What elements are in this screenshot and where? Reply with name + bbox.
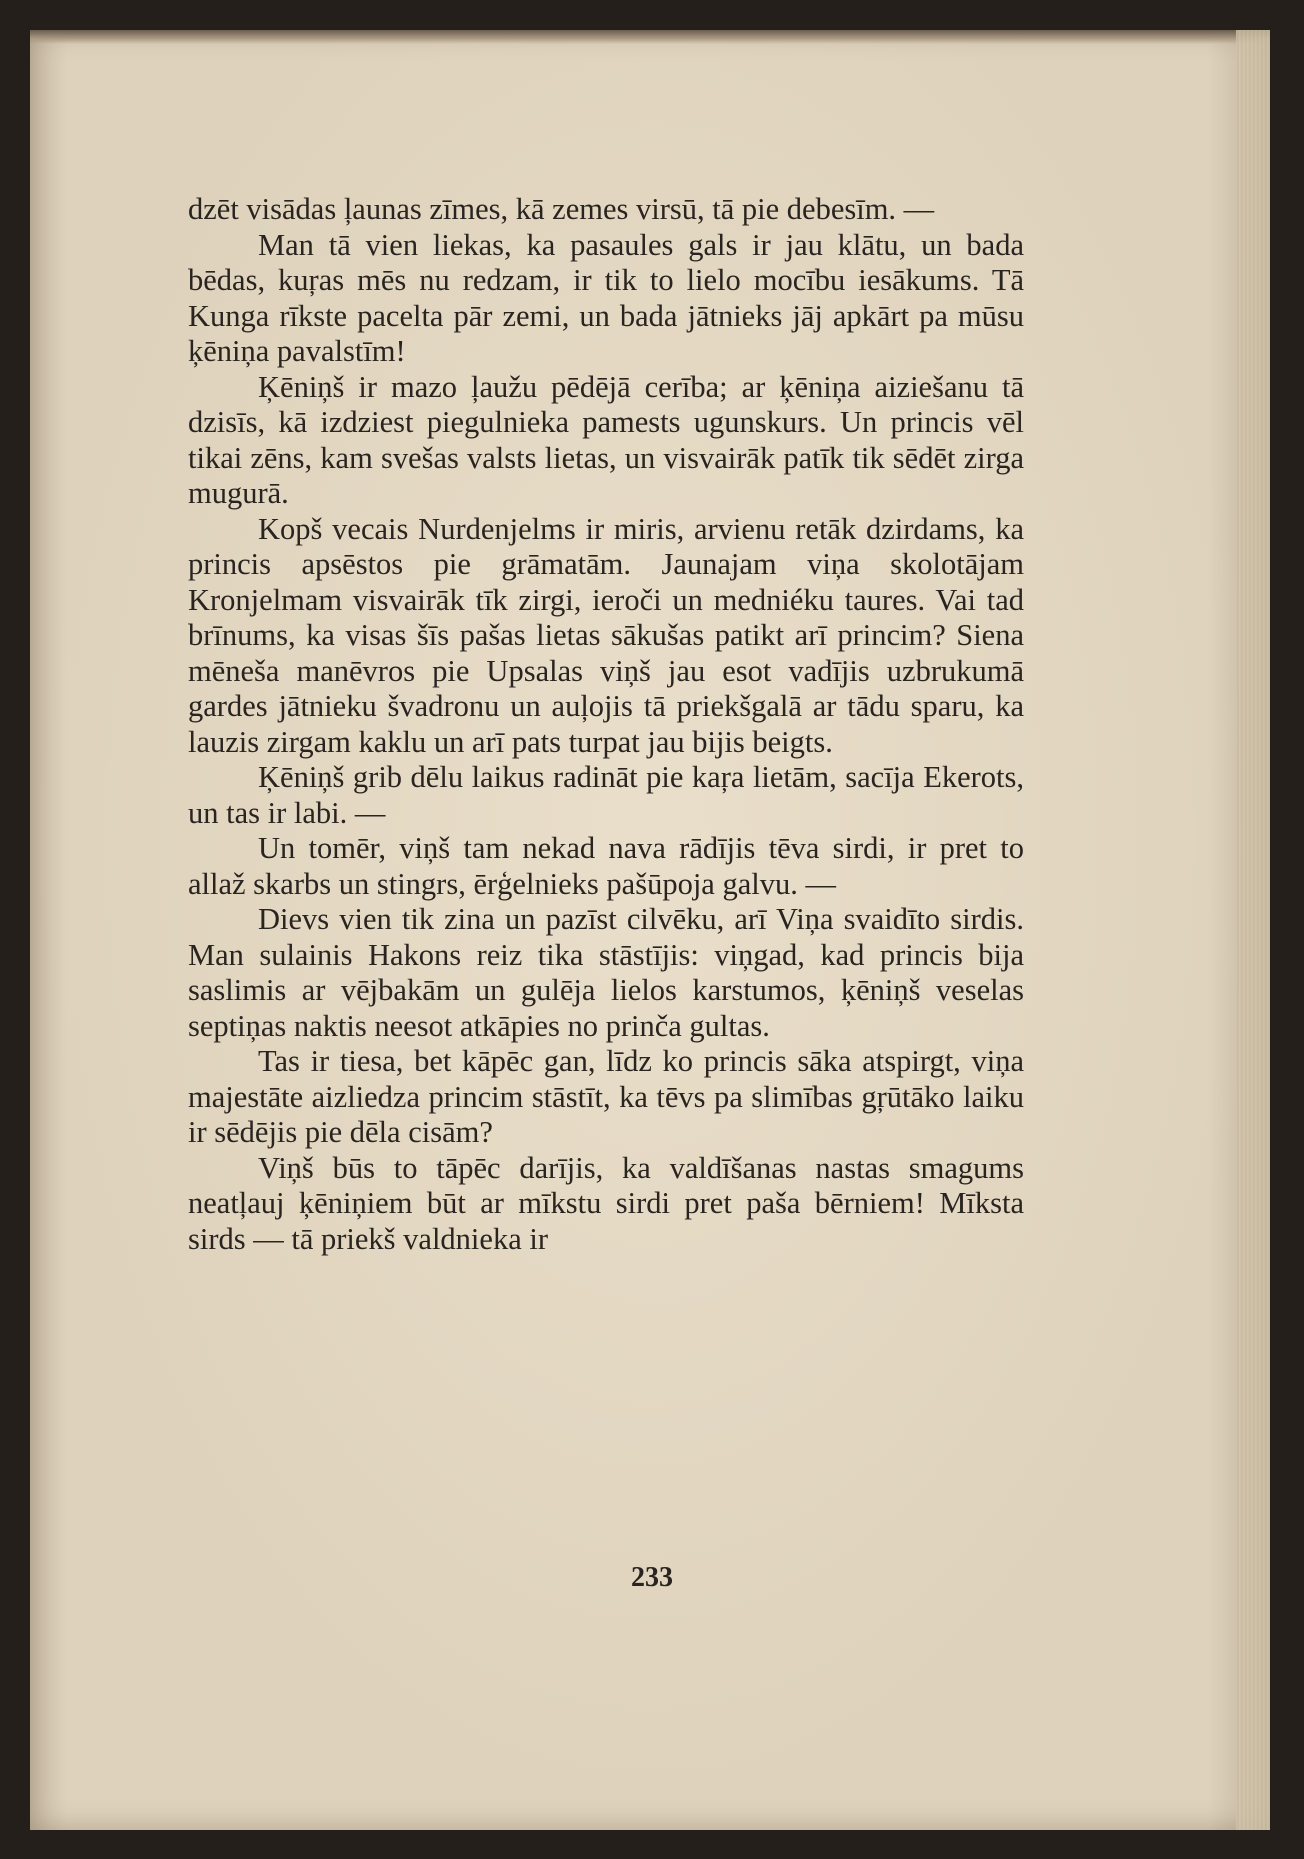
page-number: 233	[631, 1562, 673, 1593]
paragraph-3: Ķēniņš ir mazo ļaužu pēdējā cerība; ar ķēniņa aiziešanu tā dzisīs, kā izdziest piegulnieka pamests ugunskurs. Un princis vēl tikai zēns, kam svešas valsts lietas, un visvairāk patīk tik sēdēt zirga mugurā.	[188, 369, 1024, 510]
paragraph-6: Un tomēr, viņš tam nekad nava rādījis tēva sirdi, ir pret to allaž skarbs un stingrs, ērģelnieks pašūpoja galvu. —	[188, 831, 1024, 901]
paragraph-9: Viņš būs to tāpēc darījis, ka valdīšanas nastas smagums neatļauj ķēniņiem būt ar mīkstu sirdi pret paša bērniem! Mīksta sirds — tā priekš valdnieka ir	[188, 1150, 1024, 1256]
paragraph-4: Kopš vecais Nurdenjelms ir miris, arvienu retāk dzirdams, ka princis apsēstos pie grāmatām. Jaunajam viņa skolotājam Kronjelmam visvairāk tīk zirgi, ieroči un medniéku taures. Vai tad brīnums, ka visas šīs pašas lietas sākušas patikt arī princim? Siena mēneša manēvros pie Upsalas viņš jau esot vadījis uzbrukumā gardes jātnieku švadronu un auļojis tā priekšgalā ar tādu sparu, ka lauzis zirgam kaklu un arī pats turpat jau bijis beigts.	[188, 511, 1024, 759]
paragraph-1: dzēt visādas ļaunas zīmes, kā zemes virsū, tā pie debesīm. —	[188, 192, 935, 226]
page-top-shadow	[30, 30, 1270, 44]
paragraph-7: Dievs vien tik zina un pazīst cilvēku, arī Viņa svaidīto sirdis. Man sulainis Hakons reiz tika stāstījis: viņgad, kad princis bija saslimis ar vējbakām un gulēja lielos karstumos, ķēniņš veselas septiņas naktis neesot atkāpies no prinča gultas.	[188, 902, 1024, 1043]
paragraph-8: Tas ir tiesa, bet kāpēc gan, līdz ko princis sāka atspirgt, viņa majestāte aizliedza princim stāstīt, ka tēvs pa slimības gŗūtāko laiku ir sēdējis pie dēla cisām?	[188, 1044, 1024, 1149]
page-stack-edge	[1236, 30, 1270, 1830]
paragraph-5: Ķēniņš grib dēlu laikus radināt pie kaŗa lietām, sacīja Ekerots, un tas ir labi. —	[188, 760, 1024, 830]
body-text	[188, 192, 1024, 1257]
paragraph-2: Man tā vien liekas, ka pasaules gals ir jau klātu, un bada bēdas, kuŗas mēs nu redzam, ir tik to lielo mocību iesākums. Tā Kunga rīkste pacelta pār zemi, un bada jātnieks jāj apkārt pa mūsu ķēniņa pavalstīm!	[188, 227, 1024, 368]
